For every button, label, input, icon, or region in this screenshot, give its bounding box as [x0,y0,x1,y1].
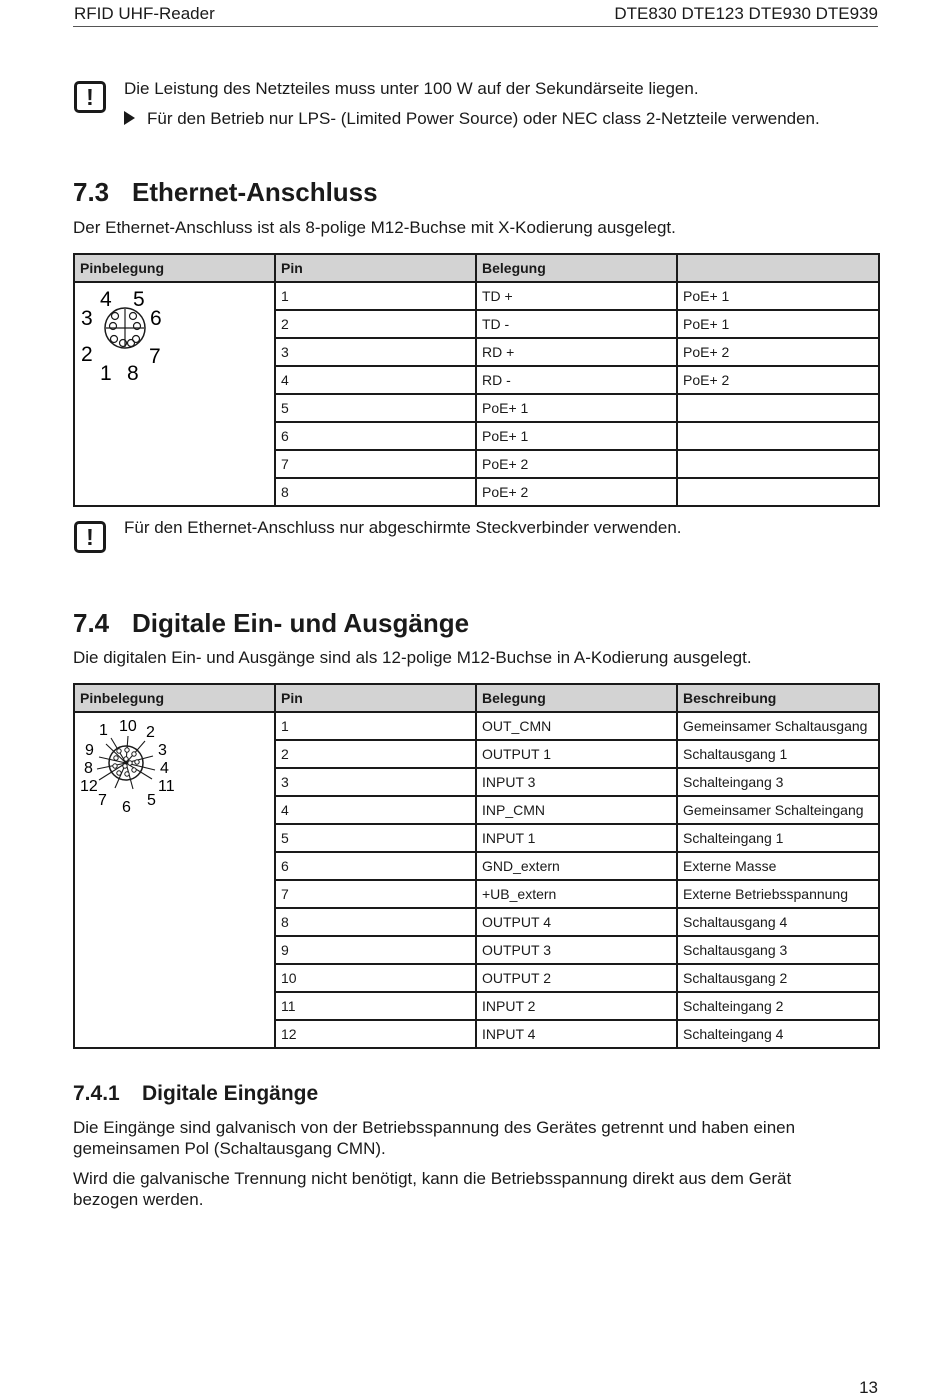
header-product: RFID UHF-Reader [74,4,215,23]
header-models: DTE830 DTE123 DTE930 DTE939 [614,4,878,23]
table-cell: +UB_extern [476,880,677,908]
table-row [74,282,879,310]
paragraph: Wird die galvanische Trennung nicht benötigt, kann die Betriebsspannung direkt aus dem Gerät bezogen werden. [73,1169,792,1209]
pin-label: 10 [119,718,137,735]
table-cell: PoE+ 1 [677,310,879,338]
page-number: 13 [859,1378,878,1397]
table-cell: TD + [476,282,677,310]
table-cell: Schaltausgang 1 [677,740,879,768]
pinout-diagram-cell [74,712,275,1048]
section-title: Digitale Eingänge [142,1082,319,1105]
table-cell: Schalteingang 4 [677,1020,879,1048]
table-cell [677,394,879,422]
pin-label: 8 [127,362,139,385]
pinout-diagram-cell [74,282,275,506]
table-row [74,712,879,740]
table-header-row [74,684,879,712]
table-cell: 6 [275,852,476,880]
table-cell: 8 [275,908,476,936]
table-header: Pinbelegung [74,254,275,282]
table-cell: 4 [275,366,476,394]
table-header: Beschreibung [677,684,879,712]
table-cell: Schalteingang 3 [677,768,879,796]
pin-label: 3 [158,742,167,759]
pin-label: 3 [81,307,93,330]
table-cell: PoE+ 2 [677,366,879,394]
section-title: Digitale Ein- und Ausgänge [132,608,470,638]
table-cell: 3 [275,338,476,366]
m12-12-pin-connector-icon [75,713,185,823]
pin-label: 4 [100,288,112,311]
table-cell: OUTPUT 2 [476,964,677,992]
table-cell: Gemeinsamer Schalteingang [677,796,879,824]
table-cell: PoE+ 2 [677,338,879,366]
table-cell: Schalteingang 1 [677,824,879,852]
digital-io-pin-table [73,683,880,1049]
table-cell [677,478,879,506]
table-cell: 4 [275,796,476,824]
pin-label: 6 [150,307,162,330]
table-cell: TD - [476,310,677,338]
section-heading-7-4 [73,608,469,639]
notice-bullet-text: Für den Betrieb nur LPS- (Limited Power Source) oder NEC class 2-Netzteile verwenden. [147,109,820,128]
paragraph: Die Eingänge sind galvanisch von der Betriebsspannung des Gerätes getrennt und haben einen gemeinsamen Pol (Schaltausgang CMN). [73,1118,796,1158]
table-cell: 2 [275,310,476,338]
pin-label: 1 [100,362,112,385]
table-cell: 1 [275,282,476,310]
table-cell: RD - [476,366,677,394]
pin-label: 8 [84,760,93,777]
pin-label: 4 [160,760,169,777]
table-cell: Externe Masse [677,852,879,880]
bullet-arrow-icon [124,111,135,125]
table-cell: PoE+ 2 [476,478,677,506]
table-header: Pin [275,684,476,712]
notice-text: Für den Ethernet-Anschluss nur abgeschirmte Steckverbinder verwenden. [124,518,682,537]
table-cell: 1 [275,712,476,740]
table-cell: 8 [275,478,476,506]
section-intro: Die digitalen Ein- und Ausgänge sind als 12-polige M12-Buchse in A-Kodierung ausgelegt. [73,648,752,667]
section-number: 7.4.1 [73,1082,120,1105]
notice-text: Die Leistung des Netzteiles muss unter 100 W auf der Sekundärseite liegen. [124,79,699,98]
notice-bullet [124,109,820,129]
table-cell: OUTPUT 1 [476,740,677,768]
table-cell: Externe Betriebsspannung [677,880,879,908]
table-cell: OUT_CMN [476,712,677,740]
table-header: Pin [275,254,476,282]
table-cell: 6 [275,422,476,450]
table-cell: Schaltausgang 3 [677,936,879,964]
table-cell: 11 [275,992,476,1020]
table-header: Belegung [476,684,677,712]
pin-label: 1 [99,722,108,739]
table-cell: 12 [275,1020,476,1048]
table-cell: INPUT 1 [476,824,677,852]
pin-label: 5 [147,792,156,809]
table-cell: Gemeinsamer Schaltausgang [677,712,879,740]
table-cell: INPUT 4 [476,1020,677,1048]
header-rule [73,26,878,27]
section-title: Ethernet-Anschluss [132,177,378,207]
exclamation-icon: ! [74,81,106,113]
table-cell: PoE+ 2 [476,450,677,478]
table-cell: 2 [275,740,476,768]
table-cell: 5 [275,394,476,422]
table-cell: 3 [275,768,476,796]
section-intro: Der Ethernet-Anschluss ist als 8-polige M12-Buchse mit X-Kodierung ausgelegt. [73,218,676,237]
table-cell: INPUT 3 [476,768,677,796]
table-cell: OUTPUT 4 [476,908,677,936]
pin-label: 7 [149,345,161,368]
section-heading-7-4-1 [73,1082,318,1106]
pin-label: 9 [85,742,94,759]
pin-label: 5 [133,288,145,311]
table-cell: 7 [275,880,476,908]
pin-label: 12 [80,778,98,795]
table-header: Belegung [476,254,677,282]
pin-label: 11 [158,778,175,795]
table-cell: 10 [275,964,476,992]
table-header: Pinbelegung [74,684,275,712]
table-cell: 5 [275,824,476,852]
section-number: 7.4 [73,608,110,638]
table-cell: RD + [476,338,677,366]
pin-label: 6 [122,799,131,816]
pin-label: 7 [98,792,107,809]
table-cell: INP_CMN [476,796,677,824]
table-cell: Schaltausgang 2 [677,964,879,992]
table-cell: PoE+ 1 [476,422,677,450]
table-cell [677,450,879,478]
table-cell: Schaltausgang 4 [677,908,879,936]
table-cell: GND_extern [476,852,677,880]
table-cell: OUTPUT 3 [476,936,677,964]
exclamation-icon: ! [74,521,106,553]
table-header [677,254,879,282]
m12-8-pin-connector-icon [75,283,185,393]
table-cell: 7 [275,450,476,478]
pin-label: 2 [146,724,155,741]
table-cell: 9 [275,936,476,964]
table-header-row [74,254,879,282]
table-cell: INPUT 2 [476,992,677,1020]
table-cell: Schalteingang 2 [677,992,879,1020]
table-cell: PoE+ 1 [677,282,879,310]
table-cell: PoE+ 1 [476,394,677,422]
ethernet-pin-table [73,253,880,507]
pin-label: 2 [81,343,93,366]
section-number: 7.3 [73,177,110,207]
section-heading-7-3 [73,177,378,208]
table-cell [677,422,879,450]
